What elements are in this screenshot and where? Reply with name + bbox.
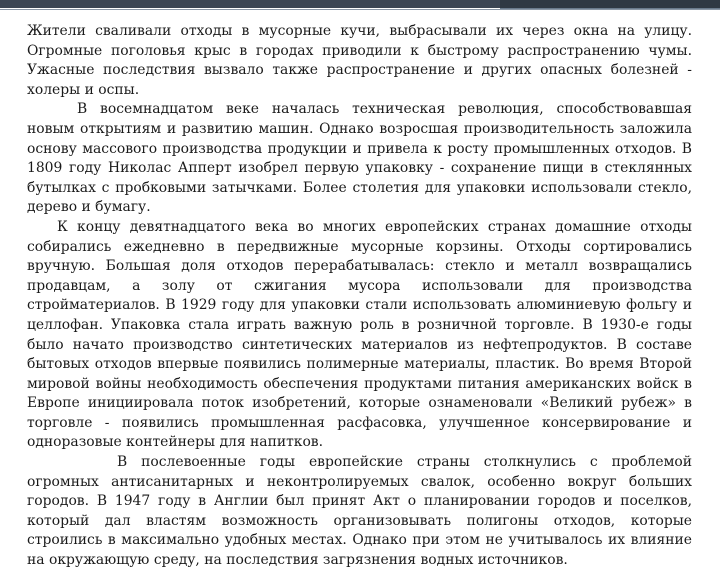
paragraph-2: В восемнадцатом веке началась техническая революция, способствовавшая новым открытиям и развитию машин. Однако возросшая производительность заложила основу массового производства продукции и привела к росту промышленных отходов. В 1809 году Николас Апперт изобрел первую упаковку - сохранение пищи в стеклянных бутылках с пробковыми затычками. Более столетия для упаковки использовали стекло, дерево и бумагу. [27, 101, 692, 216]
slide-header-bar [0, 0, 720, 20]
header-rule [0, 9, 720, 10]
document-body [27, 22, 692, 571]
paragraph-3: К концу девятнадцатого века во многих европейских странах домашние отходы собирались ежедневно в передвижные мусорные корзины. Отходы сортировались вручную. Большая доля отходов перерабатывалась: стекло и металл возвращались продавцам, а золу от сжигания мусора использовали для производства стройматериалов. В 1929 году для упаковки стали использовать алюминиевую фольгу и целлофан. Упаковка стала играть важную роль в розничной торговле. В 1930-е годы было начато производство синтетических материалов из нефтепродуктов. В составе бытовых отходов впервые появились полимерные материалы, пластик. Во время Второй мировой войны необходимость обеспечения продуктами питания американских войск в Европе инициировала поток изобретений, которые ознаменовали «Великий рубеж» в торговле - появились промышленная расфасовка, улучшенное консервирование и одноразовые контейнеры для напитков. [27, 218, 692, 451]
paragraph-1: Жители сваливали отходы в мусорные кучи, выбрасывали их через окна на улицу. Огромные поголовья крыс в городах приводили к быстрому распространению чумы. Ужасные последствия вызвало также распространение и других опасных болезней - холеры и оспы. [27, 23, 692, 98]
paragraph-4: В послевоенные годы европейские страны столкнулись с проблемой огромных антисанитарных и неконтролируемых свалок, особенно вокруг больших городов. В 1947 году в Англии был принят Акт о планировании городов и поселков, который дал властям возможность организовывать полигоны отходов, которые строились в максимально удобных местах. Однако при этом не учитывалось их влияние на окружающую среду, на последствия загрязнения водных источников. [27, 454, 692, 569]
